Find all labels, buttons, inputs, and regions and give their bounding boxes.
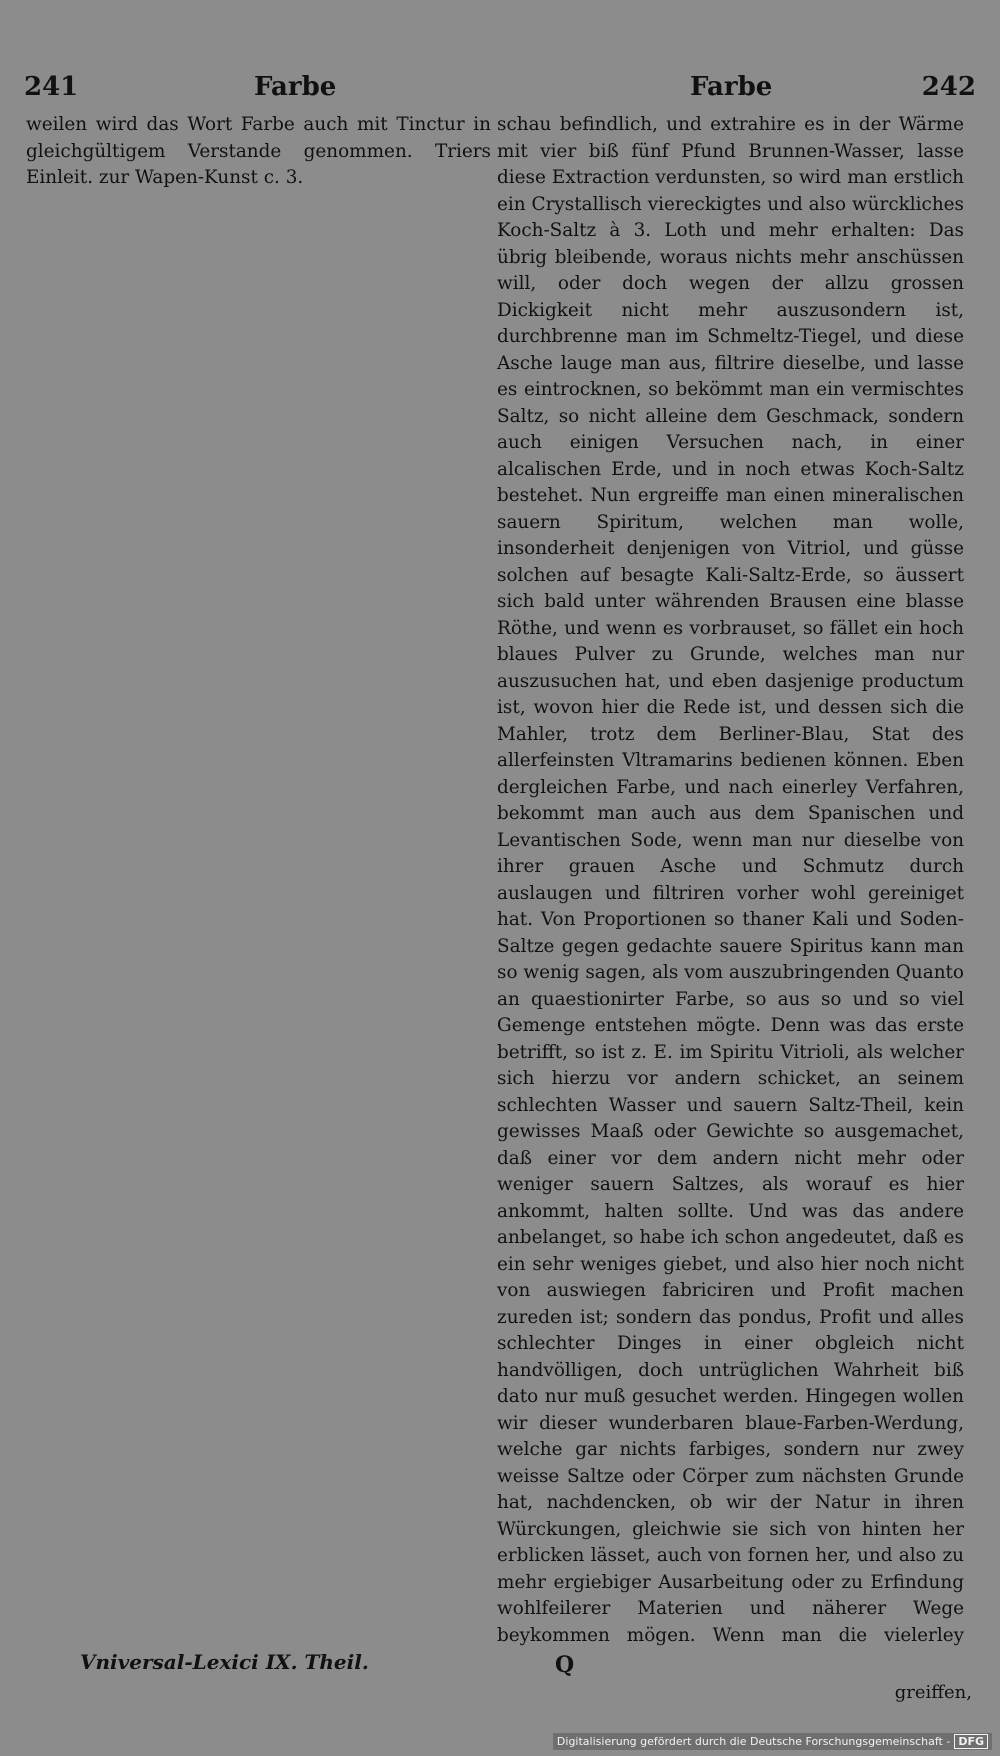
page-number-left: 241: [24, 72, 79, 102]
credit-text: Digitalisierung gefördert durch die Deutsche Forschungsgemeinschaft -: [556, 1735, 951, 1748]
signature-mark: Q: [555, 1652, 575, 1678]
paragraph: schau befindlich, und extrahire es in der Wärme mit vier biß fünf Pfund Brunnen-Wasser, lasse diese Extraction verdunsten, so wird man erstlich ein Crystallisch viereckigtes und also würckliches Koch-Saltz à 3. Loth und mehr erhalten: Das übrig bleibende, woraus nichts mehr anschüssen will, oder doch wegen der allzu grossen Dickigkeit nicht mehr auszusondern ist, durchbrenne man im Schmeltz-Tiegel, und diese Asche lauge man aus, filtrire dieselbe, und lasse es eintrocknen, so bekömmt man ein vermischtes Saltz, so nicht alleine dem Geschmack, sondern auch einigen Versuchen nach, in einer alcalischen Erde, und in noch etwas Koch-Saltz bestehet. Nun ergreiffe man einen mineralischen sauern Spiritum, welchen man wolle, insonderheit denjenigen von Vitriol, und güsse solchen auf besagte Kali-Saltz-Erde, so äussert sich bald unter währenden Brausen eine blasse Röthe, und wenn es vorbrauset, so fället ein hoch blaues Pulver zu Grunde, welches man nur auszusuchen hat, und eben dasjenige productum ist, wovon hier die Rede ist, und dessen sich die Mahler, trotz dem Berliner-Blau, Stat des allerfeinsten Vltramarins bedienen können. Eben dergleichen Farbe, und nach einerley Verfahren, bekommt man auch aus dem Spanischen und Levantischen Sode, wenn man nur dieselbe von ihrer grauen Asche und Schmutz durch auslaugen und filtriren vorher wohl gereiniget hat. Von Proportionen so thaner Kali und Soden-Saltze gegen gedachte sauere Spiritus kann man so wenig sagen, als vom auszubringenden Quanto an quaestionirter Farbe, so aus so und so viel Gemenge entstehen mögte. Denn was das erste betrifft, so ist z. E. im Spiritu Vitrioli, als welcher sich hierzu vor andern schicket, an seinem schlechten Wasser und sauern Saltz-Theil, kein gewisses Maaß oder Gewichte so ausgemachet, daß einer vor dem andern nicht mehr oder weniger sauern Saltzes, als worauf es hier ankommt, halten sollte. Und was das andere anbelanget, so habe ich schon angedeutet, daß es ein sehr weniges giebet, und also hier noch nicht von auswiegen fabriciren und Profit machen zureden ist; sondern das pondus, Profit und alles schlechter Dinges in einer obgleich nicht handvölligen, doch untrüglichen Wahrheit biß dato nur muß gesuchet werden. Hingegen wollen wir dieser wunderbaren blaue-Farben-Werdung, welche gar nichts farbiges, sondern nur zwey weisse Saltze oder Cörper zum nächsten Grunde hat, nachdencken, ob wir der Natur in ihren Würckungen, gleichwie sie sich von hinten her erblicken lässet, auch von fornen her, und also zu mehr ergiebiger Ausarbeitung oder zu Erfindung wohlfeilerer Materien und näherer Wege beykommen mögen. Wenn man die vielerley: [497, 114, 964, 1646]
paragraph: weilen wird das Wort Farbe auch mit Tinctur in gleichgültigem Verstande genommen. Triers Einleit. zur Wapen-Kunst c. 3.: [26, 114, 491, 188]
left-column: [26, 112, 491, 1646]
dfg-logo: DFG: [954, 1734, 988, 1749]
digitization-credit: [553, 1733, 992, 1750]
catchword: greiffen,: [894, 1682, 972, 1703]
running-title-right: Farbe: [690, 72, 773, 102]
signature-line: Vniversal-Lexici IX. Theil.: [80, 1650, 369, 1674]
page-number-right: 242: [921, 72, 976, 102]
running-title-left: Farbe: [254, 72, 337, 102]
right-column: [497, 112, 964, 1646]
page-header: [24, 72, 976, 112]
